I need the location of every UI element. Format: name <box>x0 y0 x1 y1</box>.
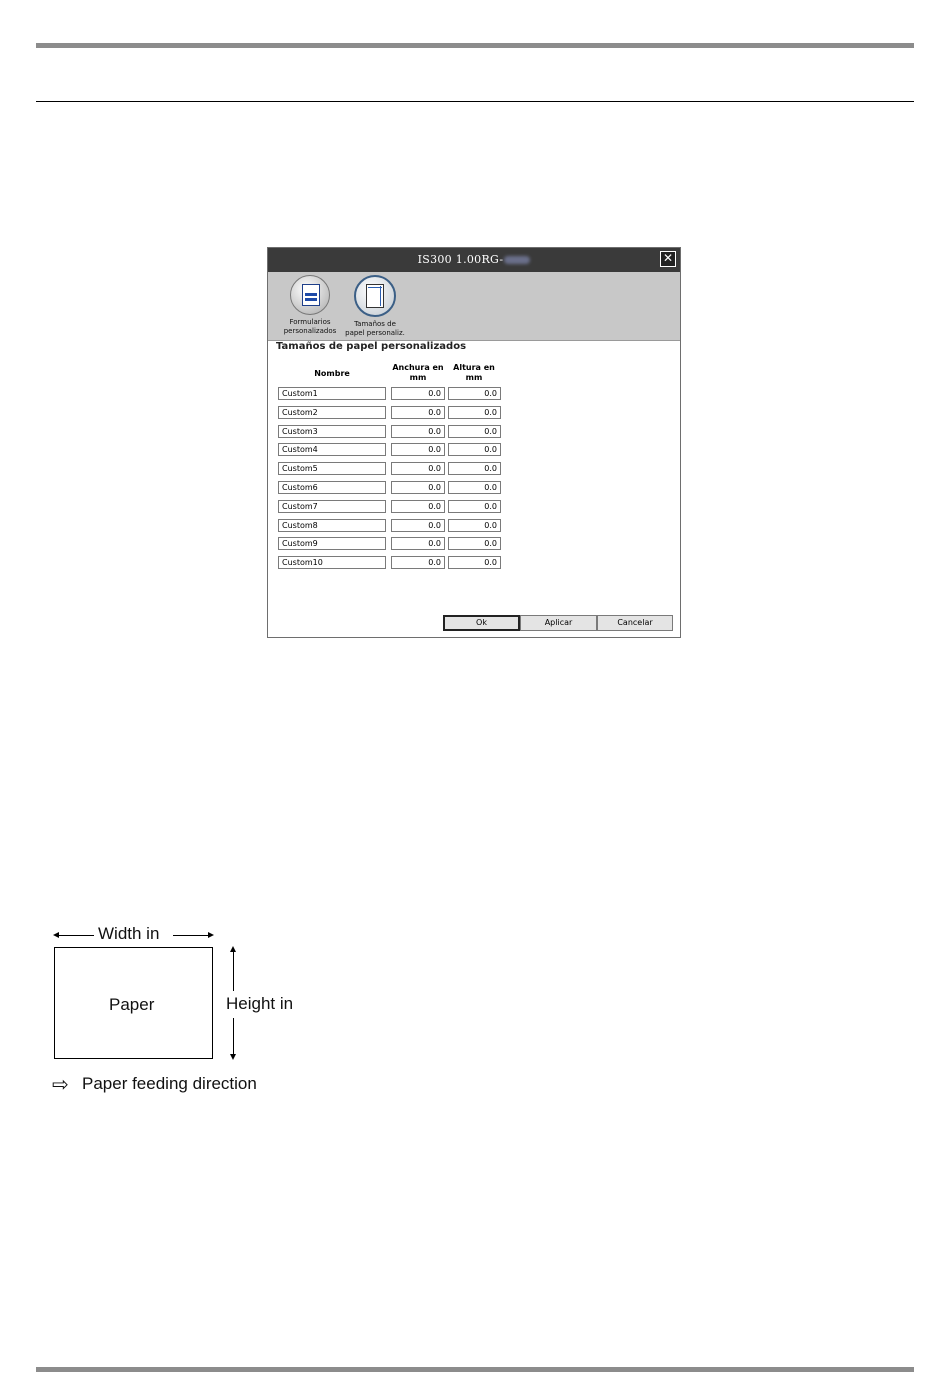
height-arrow-top-head <box>230 946 236 952</box>
name-field[interactable]: Custom9 <box>278 537 386 550</box>
paper-size-icon <box>354 275 396 317</box>
tab-custom-forms-label-line1: Formularios <box>289 318 331 326</box>
width-arrow-left-line <box>56 935 94 936</box>
width-label: Width in <box>98 924 160 943</box>
width-arrow-right-line <box>173 935 210 936</box>
name-field[interactable]: Custom4 <box>278 443 386 456</box>
column-header-height-line2: mm <box>465 373 483 382</box>
cancel-button[interactable]: Cancelar <box>597 615 673 631</box>
tab-custom-paper-sizes[interactable] <box>343 275 407 337</box>
dialog-title-text: IS300 1.00RG- <box>417 253 504 266</box>
width-field[interactable]: 0.0 <box>391 481 445 494</box>
tab-custom-paper-sizes-label-line2: papel personaliz. <box>345 328 405 337</box>
height-field[interactable]: 0.0 <box>448 406 501 419</box>
width-field[interactable]: 0.0 <box>391 387 445 400</box>
close-icon[interactable]: ✕ <box>660 251 676 267</box>
height-field[interactable]: 0.0 <box>448 556 501 569</box>
height-field[interactable]: 0.0 <box>448 519 501 532</box>
dialog-titlebar <box>268 248 680 272</box>
height-field[interactable]: 0.0 <box>448 481 501 494</box>
column-header-width-line2: mm <box>409 373 427 382</box>
name-field[interactable]: Custom2 <box>278 406 386 419</box>
header-divider <box>36 101 914 102</box>
custom-paper-size-dialog <box>267 247 681 638</box>
height-arrow-bottom-head <box>230 1054 236 1060</box>
width-field[interactable]: 0.0 <box>391 462 445 475</box>
width-field[interactable]: 0.0 <box>391 519 445 532</box>
dialog-title <box>268 253 680 266</box>
width-field[interactable]: 0.0 <box>391 406 445 419</box>
height-field[interactable]: 0.0 <box>448 443 501 456</box>
bottom-rule <box>36 1367 914 1372</box>
width-field[interactable]: 0.0 <box>391 425 445 438</box>
height-field[interactable]: 0.0 <box>448 425 501 438</box>
name-field[interactable]: Custom6 <box>278 481 386 494</box>
width-field[interactable]: 0.0 <box>391 443 445 456</box>
tab-custom-forms-label <box>278 318 342 335</box>
name-field[interactable]: Custom1 <box>278 387 386 400</box>
tab-custom-paper-sizes-label-line1: Tamaños de <box>354 320 396 328</box>
name-field[interactable]: Custom7 <box>278 500 386 513</box>
apply-button[interactable]: Aplicar <box>520 615 597 631</box>
width-arrow-left-head <box>53 932 59 938</box>
section-title: Tamaños de papel personalizados <box>276 341 467 352</box>
name-field[interactable]: Custom5 <box>278 462 386 475</box>
column-header-name: Nombre <box>314 369 350 378</box>
feed-arrow-icon: ⇨ <box>52 1074 69 1096</box>
height-field[interactable]: 0.0 <box>448 500 501 513</box>
height-field[interactable]: 0.0 <box>448 537 501 550</box>
height-field[interactable]: 0.0 <box>448 462 501 475</box>
column-header-height <box>448 363 500 383</box>
tab-custom-forms[interactable] <box>278 275 342 335</box>
tab-custom-forms-label-line2: personalizados <box>283 326 337 335</box>
dialog-toolbar <box>268 272 680 341</box>
width-field[interactable]: 0.0 <box>391 556 445 569</box>
height-field[interactable]: 0.0 <box>448 387 501 400</box>
name-field[interactable]: Custom10 <box>278 556 386 569</box>
height-arrow-bottom-line <box>233 1018 234 1056</box>
name-field[interactable]: Custom8 <box>278 519 386 532</box>
name-field[interactable]: Custom3 <box>278 425 386 438</box>
column-header-height-line1: Altura en <box>453 363 495 372</box>
ok-button[interactable]: Ok <box>443 615 520 631</box>
column-header-width-line1: Anchura en <box>392 363 444 372</box>
width-arrow-right-head <box>208 932 214 938</box>
feed-direction-label: Paper feeding direction <box>82 1074 257 1093</box>
document-icon <box>290 275 330 315</box>
height-label: Height in <box>226 994 294 1013</box>
width-field[interactable]: 0.0 <box>391 537 445 550</box>
redacted-serial <box>504 256 530 264</box>
paper-label: Paper <box>109 995 155 1014</box>
width-field[interactable]: 0.0 <box>391 500 445 513</box>
top-rule <box>36 43 914 48</box>
column-header-width <box>390 363 446 383</box>
tab-custom-paper-sizes-label <box>343 320 407 337</box>
height-arrow-top-line <box>233 951 234 991</box>
